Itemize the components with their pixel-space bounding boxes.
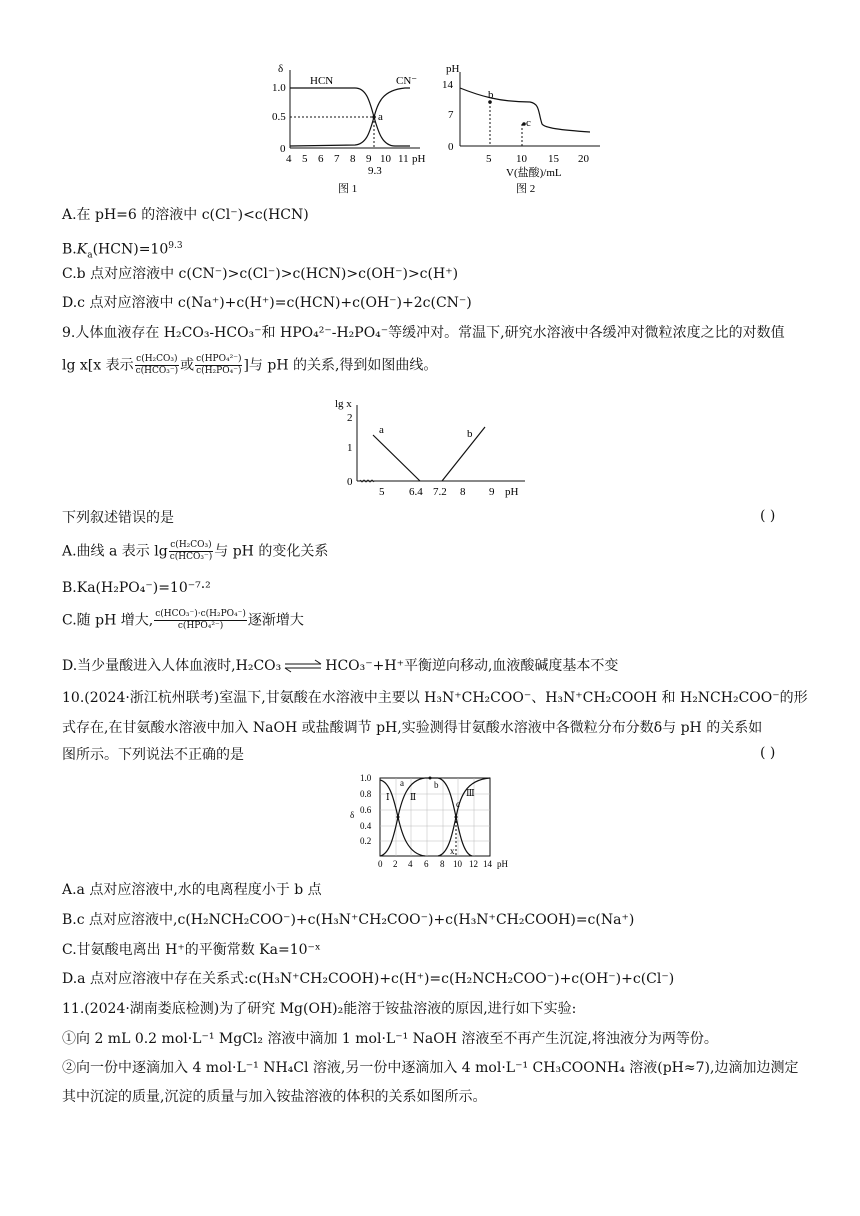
q9-fraction-2: $\frac{\text{c(HPO₄²⁻)}}{\text{c(H₂PO₄⁻)}}$ <box>196 354 242 376</box>
q9-fraction-1: $\frac{\text{c(H₂CO₃)}}{\text{c(HCO₃⁻)}}$ <box>135 354 179 376</box>
fig2-y-tick-14: 14 <box>442 79 453 91</box>
fig4-y-axis-label: δ <box>350 810 355 820</box>
q9-stem-line1: 9.人体血液存在 H₂CO₃-HCO₃⁻和 HPO₄²⁻-H₂PO₄⁻等缓冲对。常温下,研究水溶液中各缓冲对微粒浓度之比的对数值 <box>62 325 785 341</box>
fig4-y-tick: 0.8 <box>360 789 372 799</box>
fig1-xmark: 9.3 <box>368 165 382 177</box>
q8-option-d: D.c 点对应溶液中 c(Na⁺)+c(H⁺)=c(HCN)+c(OH⁻)+2c(CN⁻) <box>62 295 472 311</box>
q11-stem: 11.(2024·湖南娄底检测)为了研究 Mg(OH)₂能溶于铵盐溶液的原因,进行如下实验: <box>62 1001 577 1017</box>
q10-answer-paren: ( ) <box>760 745 776 761</box>
q9-option-b: B.Ka(H₂PO₄⁻)=10⁻⁷·² <box>62 580 211 596</box>
fig1-x-tick: 11 <box>398 153 409 165</box>
fig4-point-x: x <box>450 846 455 856</box>
fig4-x-tick: 4 <box>408 859 413 869</box>
q8-option-b: $B.K_a(HCN)=10^{9.3}$ <box>62 241 183 261</box>
fig4-point-c: c <box>456 799 460 809</box>
fig1-x-tick: 4 <box>286 153 292 165</box>
fig2-x-tick: 10 <box>516 153 527 165</box>
fig1-x-tick: 10 <box>380 153 391 165</box>
fig4-x-tick: 6 <box>424 859 429 869</box>
figure-3 <box>335 395 535 500</box>
fig4-y-tick: 0.2 <box>360 836 372 846</box>
q9-question: 下列叙述错误的是 <box>62 510 174 526</box>
fig1-hcn-label: HCN <box>310 75 334 87</box>
fig1-y-tick-0: 0 <box>280 143 286 155</box>
fig4-x-tick: 2 <box>393 859 398 869</box>
q10-option-c: C.甘氨酸电离出 H⁺的平衡常数 Ka=10⁻ˣ <box>62 942 321 958</box>
fig1-y-tick-1: 1.0 <box>272 82 286 94</box>
figure-4 <box>350 770 515 870</box>
fig4-y-tick: 0.4 <box>360 821 372 831</box>
fig2-y-axis-label: pH <box>446 63 460 75</box>
fig3-x-tick: 7.2 <box>433 486 447 498</box>
fig1-y-axis-label: δ <box>278 63 284 75</box>
q9-answer-paren: ( ) <box>760 508 776 524</box>
fig3-y-tick: 0 <box>347 476 353 488</box>
q10-option-d: D.a 点对应溶液中存在关系式:c(H₃N⁺CH₂COOH)+c(H⁺)=c(H₂NCH₂COO⁻)+c(OH⁻)+c(Cl⁻) <box>62 971 675 987</box>
fig4-region-1: Ⅰ <box>386 792 390 802</box>
fig1-x-tick: 9 <box>366 153 372 165</box>
fig1-y-tick-05: 0.5 <box>272 111 286 123</box>
fig4-y-tick: 1.0 <box>360 773 372 783</box>
fig4-region-3: Ⅲ <box>466 788 475 798</box>
fig4-y-tick: 0.6 <box>360 805 372 815</box>
fig2-y-tick-0: 0 <box>448 141 454 153</box>
fig1-x-axis-label: pH <box>412 153 426 165</box>
fig1-x-tick: 6 <box>318 153 324 165</box>
fig1-x-tick: 7 <box>334 153 340 165</box>
q9-option-d: D.当少量酸进入人体血液时,H₂CO₃ HCO₃⁻+H⁺平衡逆向移动,血液酸碱度基本不变 <box>62 658 619 674</box>
q11-step-1: ①向 2 mL 0.2 mol·L⁻¹ MgCl₂ 溶液中滴加 1 mol·L⁻¹ NaOH 溶液至不再产生沉淀,将浊液分为两等份。 <box>62 1031 718 1047</box>
fig2-x-axis-label: V(盐酸)/mL <box>506 167 562 179</box>
q10-stem-line2: 式存在,在甘氨酸水溶液中加入 NaOH 或盐酸调节 pH,实验测得甘氨酸水溶液中各微粒分布分数δ与 pH 的关系如 <box>62 720 763 736</box>
fig2-caption: 图 2 <box>516 183 536 195</box>
fig3-y-axis-label: lg x <box>335 398 352 410</box>
q10-option-a: A.a 点对应溶液中,水的电离程度小于 b 点 <box>62 882 322 898</box>
fig3-x-axis-label: pH <box>505 486 519 498</box>
fig3-x-tick: 6.4 <box>409 486 423 498</box>
q9-option-c: C.随 pH 增大, $\frac{\text{c(HCO₃⁻)·c(H₂PO₄⁻)}}{\text{c(HPO₄²⁻)}}$ 逐渐增大 <box>62 609 304 631</box>
fig3-y-tick: 2 <box>347 412 353 424</box>
fig4-x-tick: 10 <box>453 859 462 869</box>
fig2-point-c: c <box>526 117 531 129</box>
q10-option-b: B.c 点对应溶液中,c(H₂NCH₂COO⁻)+c(H₃N⁺CH₂COO⁻)+c(H₃N⁺CH₂COOH)=c(Na⁺) <box>62 912 635 928</box>
fig4-region-2: Ⅱ <box>410 792 417 802</box>
q11-step-2: ②向一份中逐滴加入 4 mol·L⁻¹ NH₄Cl 溶液,另一份中逐滴加入 4 mol·L⁻¹ CH₃COONH₄ 溶液(pH≈7),边滴加边测定 <box>62 1060 799 1076</box>
fig4-x-tick: 0 <box>378 859 383 869</box>
fig3-x-tick: 8 <box>460 486 466 498</box>
fig2-x-tick: 5 <box>486 153 492 165</box>
fig1-x-tick: 8 <box>350 153 356 165</box>
q10-stem-line1: 10.(2024·浙江杭州联考)室温下,甘氨酸在水溶液中主要以 H₃N⁺CH₂COO⁻、H₃N⁺CH₂COOH 和 H₂NCH₂COO⁻的形 <box>62 690 808 706</box>
figure-1 <box>272 63 426 195</box>
fig2-x-tick: 20 <box>578 153 589 165</box>
q11-step-3: 其中沉淀的质量,沉淀的质量与加入铵盐溶液的体积的关系如图所示。 <box>62 1089 487 1105</box>
figure-2 <box>442 63 600 195</box>
fig3-curve-a-label: a <box>379 424 384 436</box>
fig3-x-tick: 5 <box>379 486 385 498</box>
fig2-x-tick: 15 <box>548 153 559 165</box>
q9-option-a: A.曲线 a 表示 lg $\frac{\text{c(H₂CO₃)}}{\text{c(HCO₃⁻)}}$ 与 pH 的变化关系 <box>62 540 329 562</box>
fig1-x-tick: 5 <box>302 153 308 165</box>
fig4-x-tick: 8 <box>440 859 445 869</box>
q8-option-a: A.在 pH=6 的溶液中 c(Cl⁻)<c(HCN) <box>62 207 309 223</box>
fig1-point-a: a <box>378 111 383 123</box>
fig1-caption: 图 1 <box>338 183 358 195</box>
fig4-x-tick: 12 <box>469 859 478 869</box>
fig1-cn-label: CN⁻ <box>396 75 418 87</box>
fig4-point-a: a <box>400 778 404 788</box>
fig4-x-tick: 14 <box>483 859 492 869</box>
fig4-point-b: b <box>434 780 439 790</box>
fig3-curve-b-label: b <box>467 428 473 440</box>
fig2-point-b: b <box>488 89 494 101</box>
q9-stem-line2: lg x[x 表示 $\frac{\text{c(H₂CO₃)}}{\text{c(HCO₃⁻)}}$ 或 $\frac{\text{c(HPO₄²⁻)}}{\text{c(H₂PO₄⁻)}}$ ]与 pH 的关系,得到如图曲线。 <box>62 354 438 376</box>
q10-stem-line3: 图所示。下列说法不正确的是 <box>62 747 244 763</box>
figure-1-2 <box>270 58 610 208</box>
fig2-y-tick-7: 7 <box>448 109 454 121</box>
fig3-y-tick: 1 <box>347 442 353 454</box>
fig3-x-tick: 9 <box>489 486 495 498</box>
q8-option-c: C.b 点对应溶液中 c(CN⁻)>c(Cl⁻)>c(HCN)>c(OH⁻)>c(H⁺) <box>62 266 459 282</box>
fig4-x-axis-label: pH <box>497 859 508 869</box>
